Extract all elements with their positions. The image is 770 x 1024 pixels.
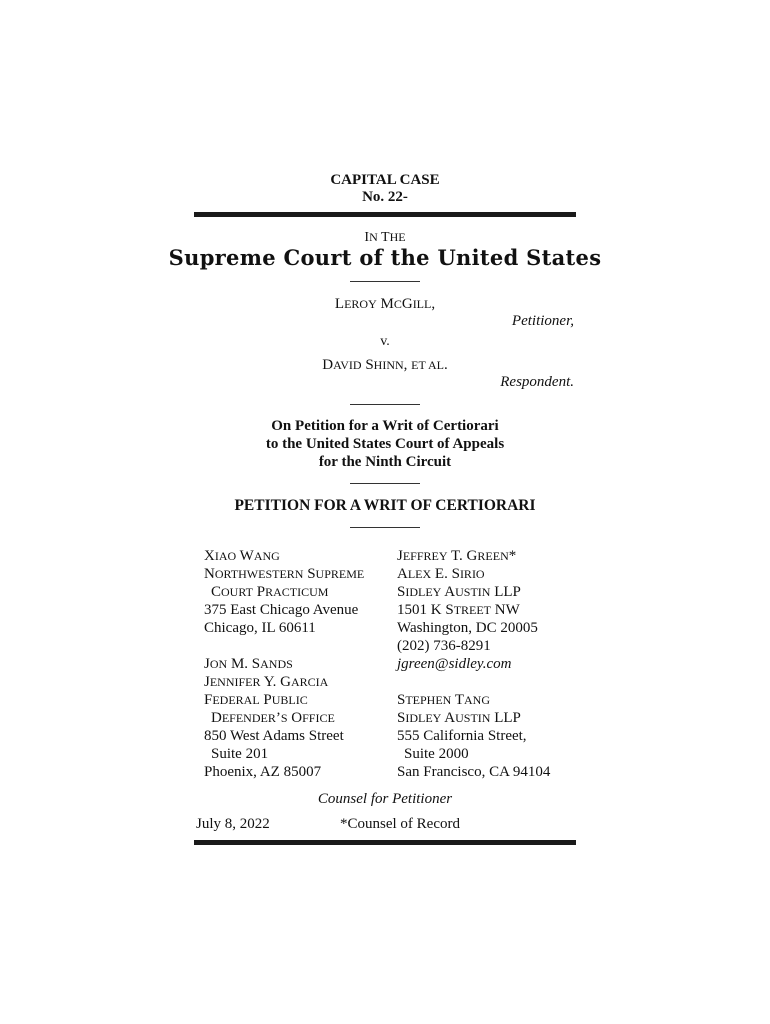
petition-line-2: to the United States Court of Appeals: [265, 436, 505, 452]
counsel-for-petitioner: Counsel for Petitioner: [317, 791, 453, 807]
petitioner-name: LEROY MCGILL,: [334, 296, 436, 312]
divider-3: [350, 483, 420, 484]
org-defenders-office: DEFENDER’S OFFICE: [211, 710, 335, 726]
firm-sidley-austin: SIDLEY AUSTIN LLP: [397, 584, 521, 600]
petition-title: PETITION FOR A WRIT OF CERTIORARI: [234, 497, 536, 514]
in-the-heading: IN THE: [364, 230, 406, 245]
email-link[interactable]: jgreen@sidley.com: [397, 656, 512, 672]
counsel-jeffrey-green: JEFFREY T. GREEN*: [397, 548, 517, 564]
org-northwestern: NORTHWESTERN SUPREME: [204, 566, 365, 582]
counsel-left-column: [204, 547, 364, 781]
petition-line-1: On Petition for a Writ of Certiorari: [271, 418, 499, 434]
divider-1: [350, 281, 420, 282]
divider-2: [350, 404, 420, 405]
counsel-jennifer-garcia: JENNIFER Y. GARCIA: [204, 674, 329, 690]
org-federal-public: FEDERAL PUBLIC: [204, 692, 308, 708]
counsel-jon-sands: JON M. SANDS: [204, 656, 293, 672]
top-rule: [194, 212, 576, 217]
counsel-stephen-tang: STEPHEN TANG: [397, 692, 490, 708]
counsel-right-column: [397, 547, 550, 781]
filing-date: July 8, 2022: [196, 816, 270, 832]
address-line: Chicago, IL 60611: [204, 620, 316, 636]
counsel-of-record-note: *Counsel of Record: [340, 816, 460, 832]
respondent-role: Respondent.: [500, 374, 574, 390]
petition-line-3: for the Ninth Circuit: [318, 454, 452, 470]
counsel-xiao-wang: XIAO WANG: [204, 548, 280, 564]
address-line: 375 East Chicago Avenue: [204, 602, 359, 618]
respondent-name: DAVID SHINN, ET AL.: [322, 357, 448, 373]
address-line: Suite 201: [211, 746, 269, 762]
address-line: 555 California Street,: [397, 728, 527, 744]
divider-4: [350, 527, 420, 528]
address-line: 850 West Adams Street: [204, 728, 344, 744]
address-line: Washington, DC 20005: [397, 620, 538, 636]
versus: v.: [380, 334, 390, 349]
docket-number: No. 22-: [362, 189, 408, 205]
counsel-alex-sirio: ALEX E. SIRIO: [397, 566, 485, 582]
petitioner-role: Petitioner,: [511, 313, 574, 329]
case-type: CAPITAL CASE: [330, 172, 440, 188]
address-line: 1501 K STREET NW: [397, 602, 520, 618]
address-line: San Francisco, CA 94104: [397, 764, 551, 780]
court-name: Supreme Court of the United States: [168, 245, 602, 270]
address-line: Phoenix, AZ 85007: [204, 764, 322, 780]
bottom-rule: [194, 840, 576, 845]
org-court-practicum: COURT PRACTICUM: [211, 584, 329, 600]
phone-number: (202) 736-8291: [397, 638, 491, 654]
address-line: Suite 2000: [404, 746, 469, 762]
firm-sidley-austin: SIDLEY AUSTIN LLP: [397, 710, 521, 726]
